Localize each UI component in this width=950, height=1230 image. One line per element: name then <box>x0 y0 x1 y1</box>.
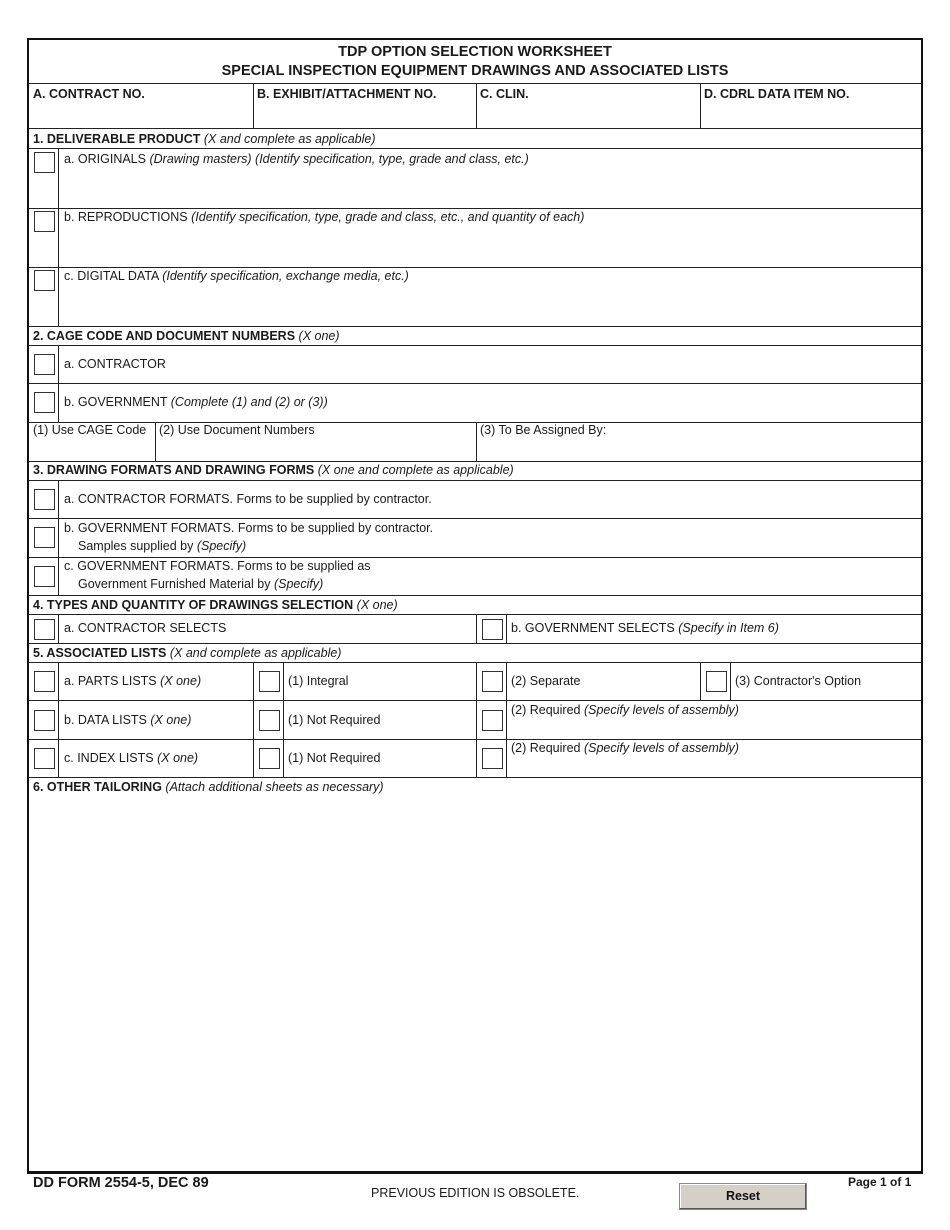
section3-heading <box>33 462 514 478</box>
contractor-formats-checkbox[interactable] <box>34 489 55 510</box>
index-required-input[interactable] <box>511 757 919 775</box>
section5-note: (X and complete as applicable) <box>169 646 342 660</box>
exhibit-no-input[interactable] <box>257 104 473 126</box>
government-selects-checkbox[interactable] <box>482 619 503 640</box>
parts-contractors-option-checkbox[interactable] <box>706 671 727 692</box>
cage-government-title: b. GOVERNMENT <box>64 395 168 409</box>
originals-title: a. ORIGINALS <box>64 152 146 166</box>
section2-heading <box>33 328 340 344</box>
divider <box>29 383 921 384</box>
section3-title: 3. DRAWING FORMATS AND DRAWING FORMS <box>33 463 315 477</box>
parts-contractors-option-label: (3) Contractor's Option <box>735 674 862 688</box>
data-lists-label <box>64 712 191 728</box>
cdrl-item-label: D. CDRL DATA ITEM NO. <box>704 87 850 101</box>
divider <box>476 422 477 461</box>
contractor-formats-label: a. CONTRACTOR FORMATS. Forms to be supplied by contractor. <box>64 492 432 506</box>
section4-title: 4. TYPES AND QUANTITY OF DRAWINGS SELECTION <box>33 598 354 612</box>
divider <box>58 614 59 643</box>
section2-title: 2. CAGE CODE AND DOCUMENT NUMBERS <box>33 329 296 343</box>
index-lists-note: (X one) <box>157 751 199 765</box>
cage-contractor-label: a. CONTRACTOR <box>64 357 166 371</box>
section4-heading <box>33 597 398 613</box>
parts-lists-checkbox[interactable] <box>34 671 55 692</box>
government-selects-label <box>511 620 779 636</box>
government-selects-note: (Specify in Item 6) <box>678 621 779 635</box>
index-required-note: (Specify levels of assembly) <box>583 741 739 755</box>
contractor-selects-label: a. CONTRACTOR SELECTS <box>64 621 227 635</box>
divider <box>29 128 921 129</box>
parts-lists-note: (X one) <box>160 674 202 688</box>
page-number: Page 1 of 1 <box>848 1175 912 1189</box>
index-lists-label <box>64 750 198 766</box>
divider <box>155 422 156 461</box>
index-required-checkbox[interactable] <box>482 748 503 769</box>
digital-data-note: (Identify specification, exchange media, etc.) <box>162 269 409 283</box>
clin-input[interactable] <box>480 104 696 126</box>
contract-no-label: A. CONTRACT NO. <box>33 87 145 101</box>
contractor-selects-checkbox[interactable] <box>34 619 55 640</box>
divider <box>29 595 921 596</box>
use-cage-code-input[interactable] <box>33 439 151 459</box>
data-required-label <box>511 702 739 718</box>
exhibit-no-label: B. EXHIBIT/ATTACHMENT NO. <box>257 87 437 101</box>
originals-note: (Drawing masters) (Identify specification, type, grade and class, etc.) <box>149 152 529 166</box>
gfm-by-note: (Specify) <box>273 577 324 591</box>
government-formats-gfm-label: c. GOVERNMENT FORMATS. Forms to be supplied as <box>64 559 371 573</box>
samples-supplied-title: Samples supplied by <box>78 539 194 553</box>
digital-data-title: c. DIGITAL DATA <box>64 269 159 283</box>
form-id: DD FORM 2554-5, DEC 89 <box>33 1175 209 1191</box>
obsolete-notice: PREVIOUS EDITION IS OBSOLETE. <box>371 1186 580 1200</box>
data-lists-note: (X one) <box>150 713 192 727</box>
section5-heading <box>33 645 341 661</box>
section1-heading <box>33 131 376 147</box>
divider <box>29 480 921 481</box>
divider <box>29 739 921 740</box>
parts-separate-label: (2) Separate <box>511 674 581 688</box>
parts-lists-label <box>64 673 201 689</box>
divider <box>29 518 921 519</box>
reproductions-label <box>64 209 584 225</box>
divider <box>730 662 731 700</box>
divider <box>58 662 59 777</box>
section6-heading <box>33 779 384 795</box>
divider <box>58 148 59 326</box>
government-formats-contractor-label: b. GOVERNMENT FORMATS. Forms to be supplied by contractor. <box>64 521 434 535</box>
section1-note: (X and complete as applicable) <box>203 132 376 146</box>
divider <box>476 614 477 643</box>
divider <box>506 662 507 777</box>
data-lists-checkbox[interactable] <box>34 710 55 731</box>
cage-government-note: (Complete (1) and (2) or (3)) <box>170 395 328 409</box>
divider <box>253 662 254 777</box>
divider <box>29 700 921 701</box>
parts-integral-label: (1) Integral <box>288 674 349 688</box>
index-lists-title: c. INDEX LISTS <box>64 751 154 765</box>
samples-supplied-input[interactable] <box>299 537 919 555</box>
section4-note: (X one) <box>356 598 398 612</box>
gfm-by-input[interactable] <box>329 575 919 593</box>
section5-title: 5. ASSOCIATED LISTS <box>33 646 167 660</box>
gfm-by-title: Government Furnished Material by <box>78 577 271 591</box>
divider <box>29 643 921 644</box>
originals-checkbox[interactable] <box>34 152 55 173</box>
divider <box>253 83 254 128</box>
worksheet-form <box>27 38 923 1174</box>
parts-lists-title: a. PARTS LISTS <box>64 674 157 688</box>
cdrl-item-input[interactable] <box>704 104 920 126</box>
divider <box>29 83 921 84</box>
data-required-input[interactable] <box>511 719 919 737</box>
reproductions-checkbox[interactable] <box>34 211 55 232</box>
divider <box>476 83 477 128</box>
divider <box>29 662 921 663</box>
divider <box>506 614 507 643</box>
clin-label: C. CLIN. <box>480 87 529 101</box>
cage-contractor-checkbox[interactable] <box>34 354 55 375</box>
divider <box>700 83 701 128</box>
divider <box>29 345 921 346</box>
contract-no-input[interactable] <box>33 104 249 126</box>
reproductions-input[interactable] <box>64 226 919 264</box>
index-lists-checkbox[interactable] <box>34 748 55 769</box>
form-title: TDP OPTION SELECTION WORKSHEET <box>338 44 612 60</box>
form-subtitle: SPECIAL INSPECTION EQUIPMENT DRAWINGS AND ASSOCIATED LISTS <box>221 63 729 79</box>
divider <box>476 662 477 777</box>
cage-government-checkbox[interactable] <box>34 392 55 413</box>
section6-title: 6. OTHER TAILORING <box>33 780 162 794</box>
divider <box>29 614 921 615</box>
data-lists-title: b. DATA LISTS <box>64 713 147 727</box>
section1-title: 1. DELIVERABLE PRODUCT <box>33 132 201 146</box>
divider <box>700 662 701 700</box>
divider <box>29 326 921 327</box>
use-document-numbers-input[interactable] <box>159 439 472 459</box>
originals-input[interactable] <box>64 168 919 206</box>
data-required-note: (Specify levels of assembly) <box>583 703 739 717</box>
digital-data-label <box>64 268 409 284</box>
to-be-assigned-input[interactable] <box>480 439 920 459</box>
section2-note: (X one) <box>298 329 340 343</box>
section6-note: (Attach additional sheets as necessary) <box>165 780 384 794</box>
digital-data-input[interactable] <box>64 285 919 323</box>
index-not-required-label: (1) Not Required <box>288 751 381 765</box>
digital-data-checkbox[interactable] <box>34 270 55 291</box>
parts-integral-checkbox[interactable] <box>259 671 280 692</box>
index-required-label <box>511 740 739 756</box>
divider <box>283 662 284 777</box>
divider <box>29 148 921 149</box>
originals-label <box>64 151 529 167</box>
to-be-assigned-label: (3) To Be Assigned By: <box>480 423 607 437</box>
data-not-required-checkbox[interactable] <box>259 710 280 731</box>
government-formats-contractor-checkbox[interactable] <box>34 527 55 548</box>
data-required-title: (2) Required <box>511 703 581 717</box>
index-required-title: (2) Required <box>511 741 581 755</box>
government-formats-gfm-checkbox[interactable] <box>34 566 55 587</box>
reset-button[interactable]: Reset <box>679 1183 807 1210</box>
government-selects-title: b. GOVERNMENT SELECTS <box>511 621 675 635</box>
divider <box>29 777 921 778</box>
index-not-required-checkbox[interactable] <box>259 748 280 769</box>
section3-note: (X one and complete as applicable) <box>317 463 514 477</box>
parts-separate-checkbox[interactable] <box>482 671 503 692</box>
gfm-by-label <box>78 576 323 592</box>
reproductions-note: (Identify specification, type, grade and class, etc., and quantity of each) <box>191 210 585 224</box>
cage-government-label <box>64 394 328 410</box>
samples-supplied-note: (Specify) <box>196 539 247 553</box>
use-cage-code-label: (1) Use CAGE Code <box>33 423 147 437</box>
samples-supplied-label <box>78 538 246 554</box>
divider <box>58 480 59 595</box>
data-required-checkbox[interactable] <box>482 710 503 731</box>
other-tailoring-input[interactable] <box>33 798 917 1168</box>
use-document-numbers-label: (2) Use Document Numbers <box>159 423 315 437</box>
reproductions-title: b. REPRODUCTIONS <box>64 210 188 224</box>
data-not-required-label: (1) Not Required <box>288 713 381 727</box>
